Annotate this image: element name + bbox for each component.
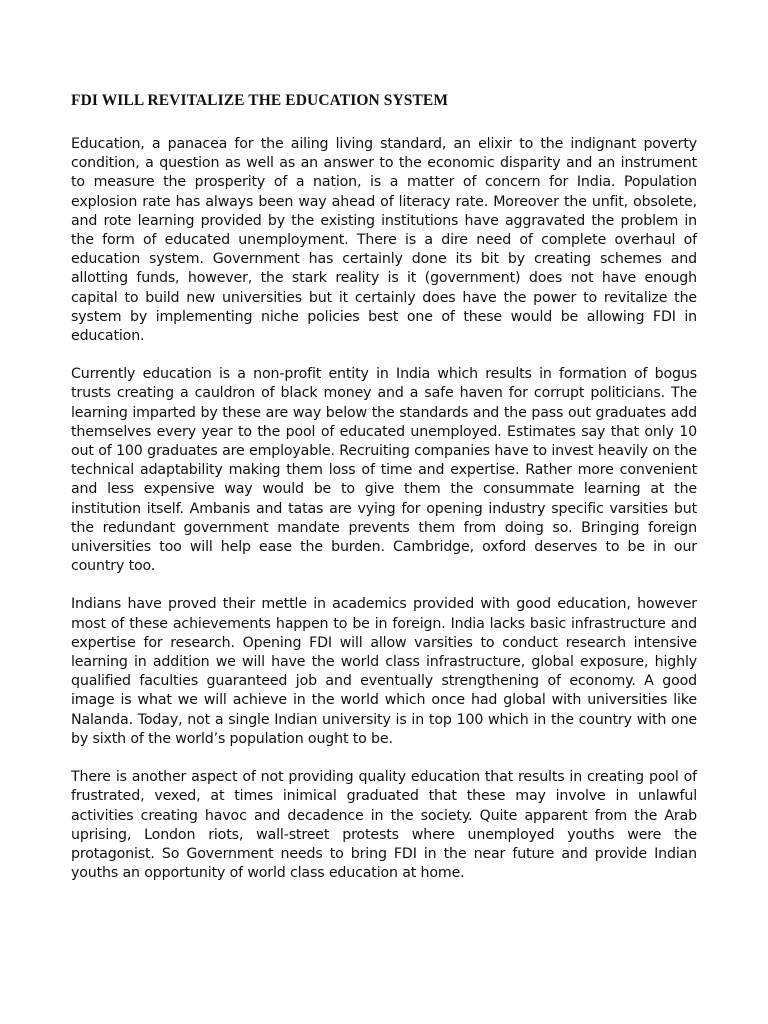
paragraph-3: Indians have proved their mettle in academics provided with good education, however most of these achievements happen to be in foreign. India lacks basic infrastructure and expertise for research. Opening FDI will allow varsities to conduct research intensive learning in addition we will have the world class infrastructure, global exposure, highly qualified faculties guaranteed job and eventually strengthening of economy. A good image is what we will achieve in the world which once had global with universities like Nalanda. Today, not a single Indian university is in top 100 which in the country with one by sixth of the world’s population ought to be. xyxy=(71,596,697,747)
paragraph-2: Currently education is a non-profit entity in India which results in formation of bogus trusts creating a cauldron of black money and a safe haven for corrupt politicians. The learning imparted by these are way below the standards and the pass out graduates add themselves every year to the pool of educated unemployed. Estimates say that only 10 out of 100 graduates are employable. Recruiting companies have to invest heavily on the technical adaptability making them loss of time and expertise. Rather more convenient and less expensive way would be to give them the consummate learning at the institution itself. Ambanis and tatas are vying for opening industry specific varsities but the redundant government mandate prevents them from doing so. Bringing foreign universities too will help ease the burden. Cambridge, oxford deserves to be in our country too. xyxy=(71,366,697,575)
paragraph-4: There is another aspect of not providing quality education that results in creating pool of frustrated, vexed, at times inimical graduated that these may involve in unlawful activities creating havoc and decadence in the society. Quite apparent from the Arab uprising, London riots, wall-street protests where unemployed youths were the protagonist. So Government needs to bring FDI in the near future and provide Indian youths an opportunity of world class education at home. xyxy=(71,769,697,882)
document-title: FDI WILL REVITALIZE THE EDUCATION SYSTEM xyxy=(71,92,449,109)
document-body xyxy=(71,90,697,902)
paragraph-1: Education, a panacea for the ailing living standard, an elixir to the indignant poverty condition, a question as well as an answer to the economic disparity and an instrument to measure the prosperity of a nation, is a matter of concern for India. Population explosion rate has always been way ahead of literacy rate. Moreover the unfit, obsolete, and rote learning provided by the existing institutions have aggravated the problem in the form of educated unemployment. There is a dire need of complete overhaul of education system. Government has certainly done its bit by creating schemes and allotting funds, however, the stark reality is it (government) does not have enough capital to build new universities but it certainly does have the power to revitalize the system by implementing niche policies best one of these would be allowing FDI in education. xyxy=(71,136,697,345)
